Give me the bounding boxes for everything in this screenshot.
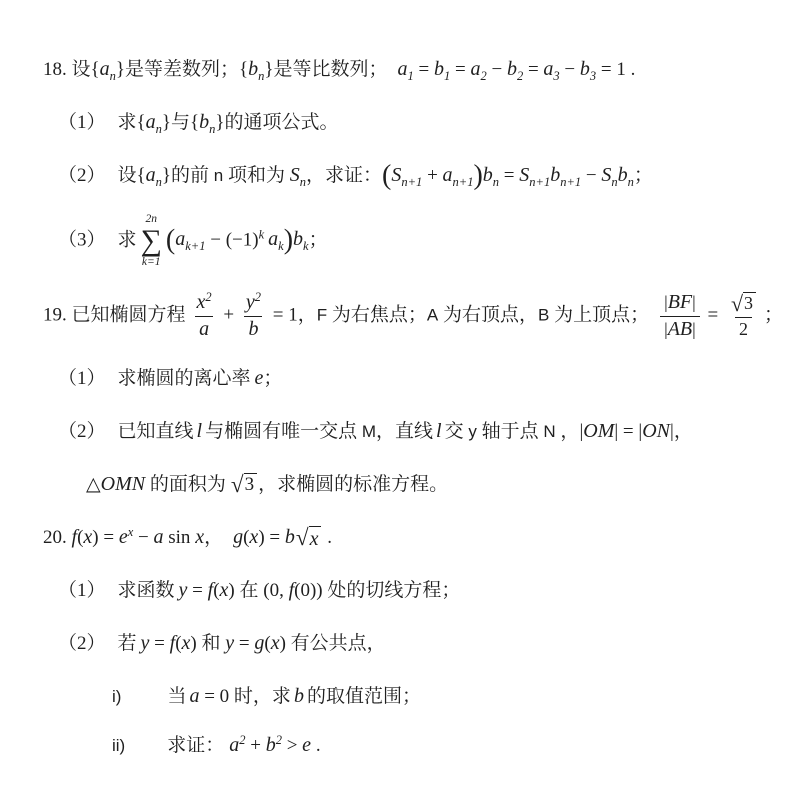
text: + xyxy=(245,734,266,756)
text: ) xyxy=(190,632,197,654)
math-variable: y xyxy=(225,631,235,654)
subscript: n+1 xyxy=(529,175,551,189)
text: 求证： xyxy=(167,734,225,756)
text: （3） xyxy=(58,229,106,251)
math-variable: f xyxy=(207,578,214,601)
text: | xyxy=(670,420,674,442)
subscript: n xyxy=(209,122,216,136)
math-variable: b xyxy=(293,684,304,707)
text: = xyxy=(499,165,520,186)
text: 项和为 xyxy=(223,165,290,186)
math-variable: $a_3$ xyxy=(543,58,560,83)
fraction-denominator xyxy=(244,316,262,341)
text: （1） xyxy=(58,367,106,389)
text: = 1 . xyxy=(596,59,636,80)
math-variable: AB xyxy=(667,317,693,340)
text: 交 xyxy=(444,420,469,442)
math-variable: $b^2$ xyxy=(265,732,282,756)
p20-part-2 xyxy=(0,628,800,659)
fraction-denominator xyxy=(660,316,700,341)
text: 与椭圆有唯一交点 xyxy=(205,420,362,442)
math-variable: b xyxy=(284,525,295,548)
p20-part-1 xyxy=(0,575,800,606)
sigma-symbol: ∑ xyxy=(140,223,162,257)
math-variable: a xyxy=(189,684,200,707)
text: 求 xyxy=(117,229,137,251)
math-variable: $a_k$ xyxy=(268,228,284,254)
square-root xyxy=(296,526,322,551)
math-variable: x xyxy=(219,578,229,601)
radicand xyxy=(309,526,322,551)
subscript: n xyxy=(155,175,162,189)
math-variable: $b_1$ xyxy=(434,58,451,83)
p18-part-3 xyxy=(0,213,800,269)
text: （2） xyxy=(58,165,106,186)
text: 有公共点， xyxy=(285,632,386,654)
big-paren: ) xyxy=(283,224,294,256)
math-variable: e xyxy=(302,733,312,756)
text: ； xyxy=(308,229,328,251)
math-variable: f xyxy=(169,631,176,654)
square-root xyxy=(731,292,756,315)
text: 19. 已知椭圆方程 xyxy=(43,304,186,326)
math-variable: $S_n$ xyxy=(289,164,307,189)
math-variable: l xyxy=(436,419,442,442)
text: } xyxy=(264,59,274,80)
text: = 1， xyxy=(268,304,317,326)
text: = xyxy=(234,632,255,654)
math-variable: g xyxy=(233,525,244,548)
subscript: n+1 xyxy=(560,175,582,189)
text: （2） xyxy=(58,420,106,442)
math-variable: $a_1$ xyxy=(397,58,414,83)
text: （1） xyxy=(58,112,106,133)
math-variable: $x^2$ xyxy=(196,289,212,313)
subscript: 2 xyxy=(516,69,524,83)
text: ，求证： xyxy=(306,165,383,186)
text: ，直线 xyxy=(376,420,434,442)
text: = xyxy=(149,632,170,654)
math-variable: $a_{n+1}$ xyxy=(442,164,474,189)
text: (0, xyxy=(263,579,289,601)
text: ( xyxy=(213,579,220,601)
text-upright: n xyxy=(213,166,224,185)
math-variable: l xyxy=(196,419,203,442)
text: ( xyxy=(264,632,271,654)
math-variable: f xyxy=(71,525,78,548)
subscript: n+1 xyxy=(401,175,423,189)
subscript: n xyxy=(611,175,618,189)
subscript: n xyxy=(258,69,265,83)
fraction xyxy=(660,291,700,341)
superscript: 2 xyxy=(239,732,246,747)
text: 为右顶点， xyxy=(438,304,538,326)
math-variable: $S_n$ xyxy=(601,164,618,189)
math-variable: $a_n$ xyxy=(145,111,162,136)
math-variable: $S_{n+1}$ xyxy=(519,164,551,189)
math-variable: $b_{n+1}$ xyxy=(550,164,582,189)
text: △ xyxy=(86,473,101,495)
math-variable: $y^2$ xyxy=(245,289,262,313)
text: 和 xyxy=(196,632,226,654)
big-paren: ( xyxy=(382,160,392,191)
subscript: k+1 xyxy=(185,239,206,254)
text: | xyxy=(664,291,668,312)
text: ) xyxy=(279,632,286,654)
math-variable: x xyxy=(195,525,205,548)
text: } xyxy=(161,165,172,186)
text: 的面积为 xyxy=(145,473,226,495)
math-variable: $a_n$ xyxy=(145,164,162,189)
p20-part-2-ii xyxy=(0,730,800,761)
text: （1） xyxy=(58,579,106,601)
text: = xyxy=(413,59,435,80)
math-variable: b xyxy=(248,317,259,340)
text: − xyxy=(486,59,507,80)
text: 处的切线方程； xyxy=(322,579,461,601)
math-variable: $a_{k+1}$ xyxy=(175,228,206,254)
text: 20. xyxy=(43,526,72,548)
math-variable: $b_n$ xyxy=(482,164,500,189)
text: { xyxy=(136,165,146,186)
text: > xyxy=(281,734,303,756)
p19-part-1 xyxy=(0,363,800,394)
p18-part-1 xyxy=(0,107,800,138)
text: | xyxy=(692,318,696,339)
math-variable: $b_2$ xyxy=(506,58,524,83)
text: | xyxy=(664,318,668,339)
subscript: 1 xyxy=(407,69,414,83)
superscript: x xyxy=(127,524,134,539)
text: | xyxy=(614,420,619,442)
text: 轴于点 xyxy=(476,420,544,442)
math-variable: x xyxy=(181,631,191,654)
text: 当 xyxy=(167,685,187,707)
text: } xyxy=(161,112,172,133)
text: 已知直线 xyxy=(117,420,194,442)
text-upright: M xyxy=(361,421,377,441)
text: ( xyxy=(175,632,182,654)
superscript: 2 xyxy=(275,732,282,747)
math-variable: ON xyxy=(642,419,670,442)
text: = xyxy=(618,420,639,442)
text: 求 xyxy=(117,112,137,133)
text: ) xyxy=(228,579,235,601)
text: 3 xyxy=(744,293,754,314)
math-variable: OMN xyxy=(100,472,146,495)
text: . xyxy=(322,526,332,548)
fraction xyxy=(242,291,265,341)
text: + xyxy=(218,304,239,326)
math-variable: e xyxy=(254,366,264,389)
text-upright: B xyxy=(538,305,550,325)
square-root xyxy=(231,473,257,497)
radicand xyxy=(244,473,258,496)
fraction xyxy=(726,292,761,340)
subscript: n+1 xyxy=(452,175,474,189)
radical-symbol: √ xyxy=(295,524,309,551)
text: ； xyxy=(764,304,784,326)
text: = 0 时，求 xyxy=(199,685,291,707)
text: = xyxy=(450,59,471,80)
text: | xyxy=(638,420,643,442)
math-variable: a xyxy=(153,525,164,548)
text: sin xyxy=(163,526,196,548)
fraction-numerator xyxy=(193,291,216,316)
text: 的通项公式。 xyxy=(224,112,339,133)
math-variable: $a_n$ xyxy=(99,58,116,83)
math-variable: OM xyxy=(583,419,615,442)
superscript: 2 xyxy=(205,289,212,304)
text: | xyxy=(579,420,584,442)
text-upright: ii) xyxy=(112,735,126,755)
math-variable: $a_2$ xyxy=(470,58,487,83)
subscript: 1 xyxy=(444,69,451,83)
text: | xyxy=(692,291,696,312)
text: ， xyxy=(204,526,224,548)
text: { xyxy=(239,59,249,80)
text: ； xyxy=(633,165,653,186)
radical-symbol: √ xyxy=(230,472,244,499)
text: { xyxy=(90,59,100,80)
superscript: 2 xyxy=(254,289,262,304)
text-upright: y xyxy=(468,421,477,441)
radicand xyxy=(743,292,756,314)
text: 的取值范围； xyxy=(306,685,421,707)
math-variable: x xyxy=(249,525,259,548)
text: ，求椭圆的标准方程。 xyxy=(258,473,449,495)
p19-part-2-cont xyxy=(0,469,800,500)
math-variable: x xyxy=(309,527,319,550)
summation-upper-limit: 2n xyxy=(145,213,157,225)
math-variable: a xyxy=(199,317,210,340)
text: ( xyxy=(77,526,84,548)
summation xyxy=(141,213,162,269)
text-upright: i) xyxy=(112,686,122,706)
fraction xyxy=(193,291,216,341)
text: (−1) xyxy=(225,229,259,251)
text: + xyxy=(422,165,443,186)
text: 与 xyxy=(171,112,191,133)
text: . xyxy=(311,734,321,756)
text-upright: N xyxy=(543,421,556,441)
text: ； xyxy=(263,367,283,389)
math-variable: g xyxy=(254,631,265,654)
text: 求函数 xyxy=(117,579,175,601)
text: − xyxy=(205,229,226,251)
math-variable: BF xyxy=(667,290,693,313)
text: − xyxy=(559,59,580,80)
text: 若 xyxy=(117,632,137,654)
text: = xyxy=(187,579,208,601)
fraction-denominator xyxy=(195,316,213,341)
text: = xyxy=(702,304,723,326)
subscript: n xyxy=(492,175,500,189)
big-paren: ( xyxy=(165,224,176,256)
subscript: 3 xyxy=(589,69,597,83)
math-variable: $b_3$ xyxy=(579,58,597,83)
problem-18 xyxy=(0,54,800,85)
text: ) = xyxy=(92,526,119,548)
text: = xyxy=(523,59,544,80)
text: − xyxy=(581,165,602,186)
text: 在 xyxy=(234,579,264,601)
fraction-numerator xyxy=(242,291,265,316)
math-variable: x xyxy=(83,525,93,548)
text: ( xyxy=(243,526,250,548)
math-variable: $a^2$ xyxy=(229,732,246,756)
math-variable: $b_k$ xyxy=(293,228,309,254)
text: 为右焦点； xyxy=(327,304,427,326)
p18-part-2 xyxy=(0,160,800,191)
text: 为上顶点； xyxy=(549,304,650,326)
p20-part-2-i xyxy=(0,681,800,712)
superscript: k xyxy=(258,227,265,242)
p19-part-2 xyxy=(0,416,800,447)
text-upright: A xyxy=(426,305,439,325)
summation-lower-limit: k=1 xyxy=(141,256,161,269)
math-variable: y xyxy=(140,631,150,654)
math-variable: $b_n$ xyxy=(617,164,634,189)
math-variable: f xyxy=(288,578,295,601)
text: 3 xyxy=(244,474,255,496)
radical-symbol: √ xyxy=(730,291,744,317)
math-variable: $e^x$ xyxy=(118,524,134,548)
subscript: 2 xyxy=(480,69,487,83)
math-variable: $S_{n+1}$ xyxy=(391,164,423,189)
text-upright: F xyxy=(316,305,328,325)
text: (0)) xyxy=(294,579,323,601)
subscript: n xyxy=(627,175,634,189)
subscript: 3 xyxy=(553,69,560,83)
fraction-numerator xyxy=(660,291,700,316)
subscript: n xyxy=(109,69,116,83)
math-variable: $b_n$ xyxy=(248,58,265,83)
text: { xyxy=(190,112,200,133)
text: − xyxy=(133,526,154,548)
big-paren: ) xyxy=(473,160,483,191)
problem-20 xyxy=(0,522,800,553)
text: } xyxy=(115,59,126,80)
text: 设 xyxy=(117,165,137,186)
fraction-denominator xyxy=(735,317,752,340)
subscript: n xyxy=(155,122,162,136)
subscript: k xyxy=(278,239,284,254)
text: （2） xyxy=(58,632,106,654)
text: ， xyxy=(673,420,693,442)
problem-lines xyxy=(0,54,800,761)
text: 是等差数列； xyxy=(125,59,240,80)
text: } xyxy=(215,112,225,133)
text: 是等比数列； xyxy=(273,59,388,80)
text: 18. 设 xyxy=(43,59,91,80)
text: 的前 xyxy=(171,165,214,186)
problem-19 xyxy=(0,291,800,341)
text: 求椭圆的离心率 xyxy=(117,367,251,389)
math-variable: y xyxy=(178,578,188,601)
text: ) = xyxy=(258,526,285,548)
text: ， xyxy=(555,420,580,442)
subscript: k xyxy=(303,239,309,254)
math-variable: x xyxy=(270,631,280,654)
text: { xyxy=(136,112,146,133)
fraction-numerator xyxy=(726,292,761,317)
text: 2 xyxy=(739,319,749,340)
subscript: n xyxy=(299,175,307,189)
math-variable: $b_n$ xyxy=(199,111,216,136)
